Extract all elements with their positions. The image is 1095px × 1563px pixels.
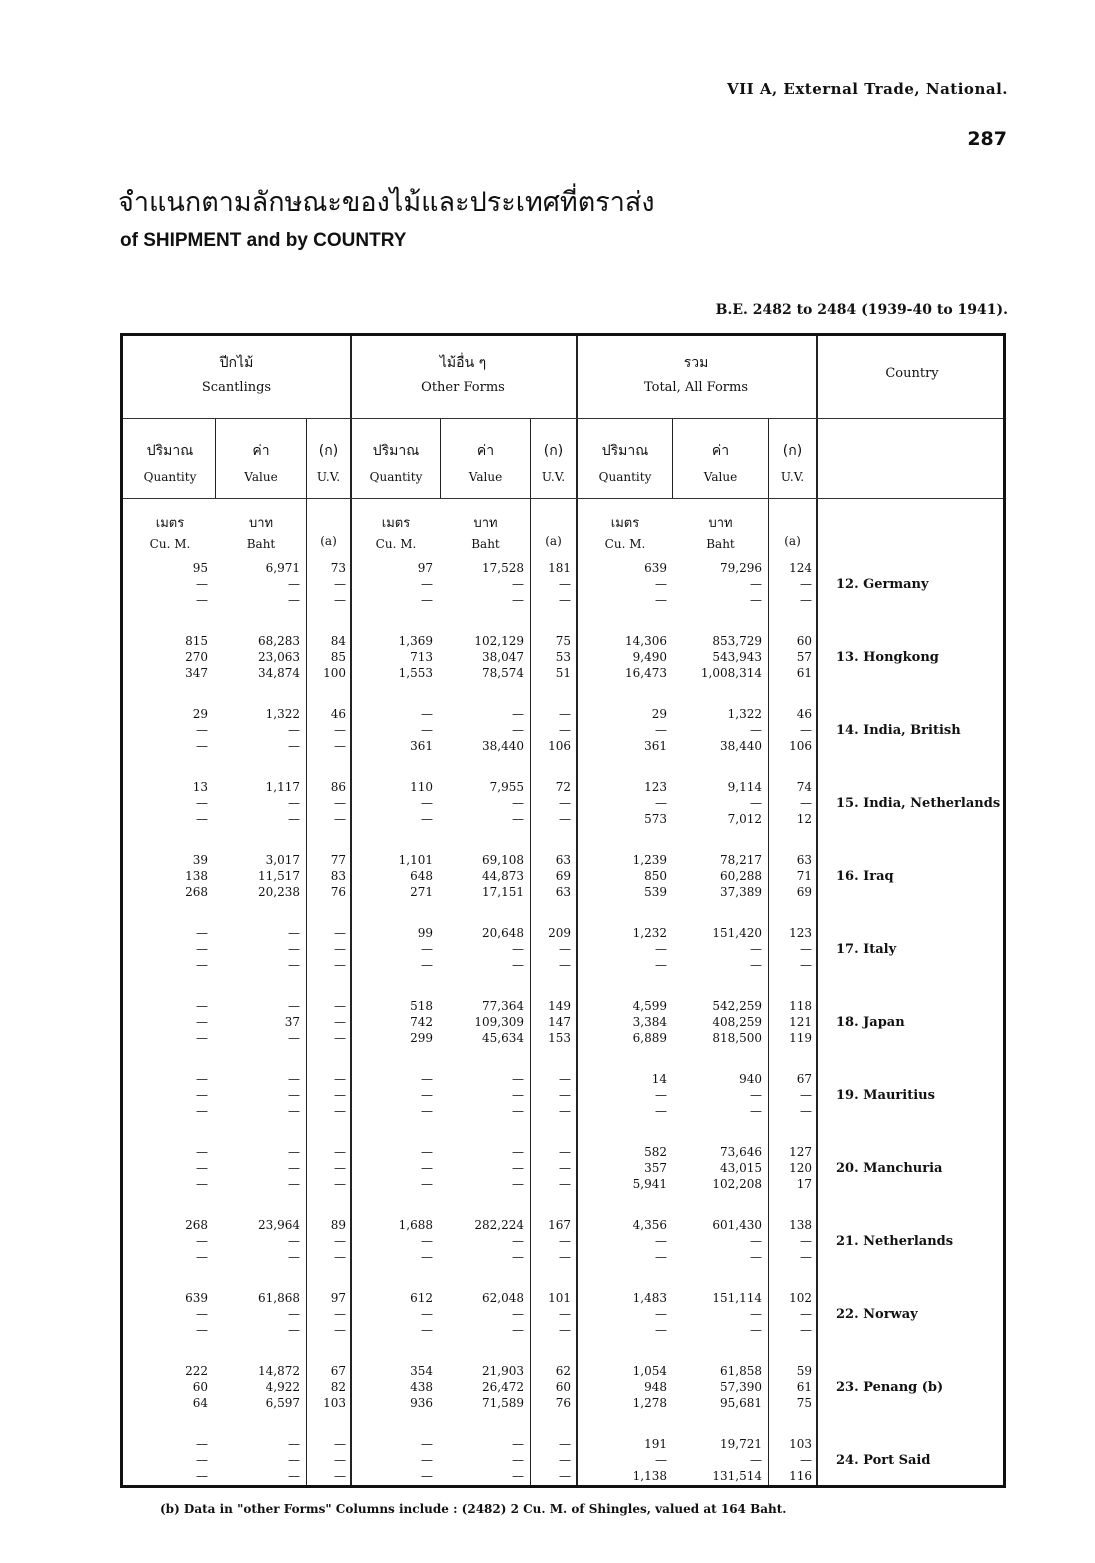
subhead-th: ค่า	[252, 443, 270, 459]
country-label: 18. Japan	[836, 1015, 905, 1030]
table-cell: — — —	[334, 999, 346, 1045]
table-cell: 14,872 4,922 6,597	[258, 1364, 300, 1410]
group-scantlings	[125, 352, 348, 395]
table-cell: 151,114 — —	[712, 1291, 762, 1337]
title-thai: จำแนกตามลักษณะของไม้และประเทศที่ตราส่ง	[118, 187, 655, 218]
rule-header-bottom	[123, 498, 1003, 499]
table-cell: 67 — —	[796, 1072, 812, 1118]
unit-val	[441, 512, 530, 551]
table-cell: 3,017 11,517 20,238	[258, 853, 300, 899]
table-cell: 67 82 103	[323, 1364, 346, 1410]
table-cell: 102,129 38,047 78,574	[474, 634, 524, 680]
table-cell: 518 742 299	[410, 999, 433, 1045]
country-label: 22. Norway	[836, 1307, 918, 1322]
country-label: 19. Mauritius	[836, 1088, 935, 1103]
rule-header-mid	[123, 418, 1003, 419]
table-cell: 62 60 76	[555, 1364, 571, 1410]
subhead-th: (ก)	[543, 443, 564, 459]
table-cell: 99 — —	[417, 926, 433, 972]
group-label-en: Scantlings	[201, 380, 272, 395]
table-cell: 181 — —	[548, 561, 571, 607]
subhead-en: U.V.	[541, 470, 566, 484]
table-cell: 1,688 — —	[398, 1218, 433, 1264]
table-cell: 639 — —	[185, 1291, 208, 1337]
table-cell: — — —	[334, 1072, 346, 1118]
country-label: 14. India, British	[836, 723, 961, 738]
table-cell: 940 — —	[739, 1072, 762, 1118]
country-label: 12. Germany	[836, 577, 929, 592]
table-cell: 89 — —	[330, 1218, 346, 1264]
unit-uv: (a)	[784, 534, 801, 548]
table-cell: — — —	[421, 1145, 433, 1191]
table-cell: 1,239 850 539	[632, 853, 667, 899]
subhead-en: U.V.	[780, 470, 805, 484]
table-cell: 151,420 — —	[712, 926, 762, 972]
country-label: 17. Italy	[836, 942, 897, 957]
table-cell: — — —	[421, 1072, 433, 1118]
table-cell: 1,054 948 1,278	[632, 1364, 667, 1410]
country-header: Country	[885, 366, 939, 381]
unit-val	[673, 512, 768, 551]
subhead-en: Value	[244, 470, 278, 484]
subhead-th: ปริมาณ	[146, 443, 194, 459]
table-cell: — — 38,440	[482, 707, 524, 753]
table-cell: 77 83 76	[330, 853, 346, 899]
subhead-th: ค่า	[476, 443, 495, 459]
table-cell: 853,729 543,943 1,008,314	[700, 634, 762, 680]
unit-en: Cu. M.	[604, 537, 646, 551]
table-cell: 60 57 61	[796, 634, 812, 680]
table-cell: 69,108 44,873 17,151	[482, 853, 524, 899]
table-cell: 7,955 — —	[489, 780, 524, 826]
subhead-th: ค่า	[711, 443, 730, 459]
table-cell: 72 — —	[555, 780, 571, 826]
table-cell: 167 — —	[548, 1218, 571, 1264]
group-label-thai: รวม	[683, 355, 709, 371]
unit-qty	[352, 512, 440, 551]
table-cell: 103 — 116	[789, 1437, 812, 1483]
unit-qty	[578, 512, 672, 551]
table-cell: — — —	[196, 1145, 208, 1191]
table-cell: 149 147 153	[548, 999, 571, 1045]
table-cell: 95 — —	[192, 561, 208, 607]
unit-th: เมตร	[610, 516, 640, 531]
rule-group-3	[816, 336, 818, 1485]
table-cell: 46 — —	[330, 707, 346, 753]
table-cell: — — —	[334, 1145, 346, 1191]
table-cell: — — —	[288, 1072, 300, 1118]
table-cell: 123 — —	[789, 926, 812, 972]
unit-qty	[125, 512, 215, 551]
subhead-th: (ก)	[318, 443, 339, 459]
table-cell: — — —	[512, 1145, 524, 1191]
table-cell: 1,322 — —	[265, 707, 300, 753]
table-cell: 77,364 109,309 45,634	[474, 999, 524, 1045]
rule-group-2	[576, 336, 578, 1485]
table-cell: 102 — —	[789, 1291, 812, 1337]
table-cell: 123 — 573	[644, 780, 667, 826]
table-cell: — — —	[421, 1437, 433, 1483]
table-cell: 29 — —	[192, 707, 208, 753]
table-cell: 1,232 — —	[632, 926, 667, 972]
table-cell: 138 — —	[789, 1218, 812, 1264]
table-cell: 1,369 713 1,553	[398, 634, 433, 680]
unit-th: เมตร	[381, 516, 411, 531]
table-cell: — — 361	[410, 707, 433, 753]
table-cell: 4,356 — —	[632, 1218, 667, 1264]
unit-en: Baht	[471, 537, 500, 551]
table-cell: 63 71 69	[796, 853, 812, 899]
table-cell: 14,306 9,490 16,473	[625, 634, 667, 680]
table-cell: 612 — —	[410, 1291, 433, 1337]
table-cell: 282,224 — —	[474, 1218, 524, 1264]
table-cell: 14 — —	[651, 1072, 667, 1118]
table-cell: 542,259 408,259 818,500	[712, 999, 762, 1045]
table-cell: 23,964 — —	[258, 1218, 300, 1264]
country-label: 13. Hongkong	[836, 650, 939, 665]
table-cell: 9,114 — 7,012	[727, 780, 762, 826]
table-cell: 73 — —	[330, 561, 346, 607]
table-cell: — — —	[288, 926, 300, 972]
table-cell: 101 — —	[548, 1291, 571, 1337]
subhead-en: Quantity	[598, 470, 652, 484]
table-cell: 20,648 — —	[482, 926, 524, 972]
table-cell: 639 — —	[644, 561, 667, 607]
unit-th: เมตร	[155, 516, 185, 531]
subhead-th: ปริมาณ	[372, 443, 420, 459]
table-cell: 17,528 — —	[482, 561, 524, 607]
unit-uv: (a)	[320, 534, 337, 548]
unit-th: บาท	[473, 516, 498, 531]
table-cell: 13 — —	[192, 780, 208, 826]
table-cell: — — —	[196, 1072, 208, 1118]
country-label: 21. Netherlands	[836, 1234, 954, 1249]
unit-val	[216, 512, 306, 551]
table-cell: 61,858 57,390 95,681	[720, 1364, 762, 1410]
table-cell: 74 — 12	[796, 780, 812, 826]
table-cell: — — —	[288, 1145, 300, 1191]
table-cell: 63 69 63	[555, 853, 571, 899]
subhead-uv	[769, 440, 816, 484]
table-cell: 222 60 64	[185, 1364, 208, 1410]
unit-en: Baht	[706, 537, 735, 551]
table-cell: — 37 —	[284, 999, 300, 1045]
subhead-en: Quantity	[143, 470, 197, 484]
table-cell: 86 — —	[330, 780, 346, 826]
table-cell: 1,101 648 271	[398, 853, 433, 899]
subhead-quantity	[578, 440, 672, 484]
subhead-quantity	[352, 440, 440, 484]
country-label: 15. India, Netherlands	[836, 796, 1001, 811]
table-cell: 354 438 936	[410, 1364, 433, 1410]
table-cell: — — —	[559, 1437, 571, 1483]
table-cell: 79,296 — —	[720, 561, 762, 607]
table-cell: 127 120 17	[789, 1145, 812, 1191]
rule-group-1	[350, 336, 352, 1485]
running-head: VII A, External Trade, National.	[726, 80, 1008, 98]
table-cell: 97 — —	[417, 561, 433, 607]
subhead-value	[673, 440, 768, 484]
table-cell: — — —	[559, 1145, 571, 1191]
table-cell: — — —	[334, 1437, 346, 1483]
table-cell: 39 138 268	[185, 853, 208, 899]
table-cell: 4,599 3,384 6,889	[632, 999, 667, 1045]
table-cell: 97 — —	[330, 1291, 346, 1337]
rule-col	[306, 418, 307, 1485]
table-cell: 268 — —	[185, 1218, 208, 1264]
table-cell: — — —	[512, 1072, 524, 1118]
table-cell: 59 61 75	[796, 1364, 812, 1410]
group-other-forms	[352, 352, 574, 395]
table-cell: — — —	[196, 1437, 208, 1483]
footnote: (b) Data in "other Forms" Columns include : (2482) 2 Cu. M. of Shingles, valued at 164 Baht.	[160, 1502, 787, 1516]
table-cell: 29 — 361	[644, 707, 667, 753]
table-cell: 6,971 — —	[265, 561, 300, 607]
subhead-value	[441, 440, 530, 484]
group-total	[578, 352, 814, 395]
subhead-uv	[531, 440, 576, 484]
table-cell: 815 270 347	[185, 634, 208, 680]
country-label: 23. Penang (b)	[836, 1380, 944, 1395]
table-cell: 209 — —	[548, 926, 571, 972]
title-english: of SHIPMENT and by COUNTRY	[120, 230, 407, 251]
period-label: B.E. 2482 to 2484 (1939-40 to 1941).	[715, 302, 1008, 318]
table-cell: 124 — —	[789, 561, 812, 607]
unit-en: Baht	[246, 537, 276, 551]
table-cell: 582 357 5,941	[632, 1145, 667, 1191]
table-cell: 110 — —	[410, 780, 433, 826]
unit-en: Cu. M.	[149, 537, 191, 551]
group-label-thai: ไม้อื่น ๆ	[439, 355, 487, 371]
table-cell: — — —	[196, 926, 208, 972]
unit-en: Cu. M.	[375, 537, 417, 551]
unit-uv: (a)	[545, 534, 562, 548]
table-cell: 1,483 — —	[632, 1291, 667, 1337]
subhead-uv	[307, 440, 350, 484]
table-cell: 1,117 — —	[265, 780, 300, 826]
subhead-th: ปริมาณ	[601, 443, 649, 459]
subhead-th: (ก)	[782, 443, 803, 459]
group-label-en: Total, All Forms	[643, 380, 749, 395]
table-cell: — — 106	[548, 707, 571, 753]
subhead-value	[216, 440, 306, 484]
country-label: 24. Port Said	[836, 1453, 931, 1468]
unit-th: บาท	[708, 516, 733, 531]
subhead-quantity	[125, 440, 215, 484]
table-cell: — — —	[288, 1437, 300, 1483]
subhead-en: Value	[468, 470, 503, 484]
table-cell: 21,903 26,472 71,589	[482, 1364, 524, 1410]
table-cell: — — —	[334, 926, 346, 972]
table-cell: 191 — 1,138	[632, 1437, 667, 1483]
table-cell: 19,721 — 131,514	[712, 1437, 762, 1483]
subhead-en: Quantity	[369, 470, 423, 484]
subhead-en: U.V.	[316, 470, 341, 484]
page-number: 287	[967, 128, 1007, 150]
group-label-thai: ปีกไม้	[219, 355, 254, 371]
group-label-en: Other Forms	[421, 380, 505, 395]
country-label: 16. Iraq	[836, 869, 894, 884]
table-cell: 601,430 — —	[712, 1218, 762, 1264]
table-cell: 61,868 — —	[258, 1291, 300, 1337]
unit-th: บาท	[248, 516, 274, 531]
subhead-en: Value	[703, 470, 738, 484]
country-label: 20. Manchuria	[836, 1161, 943, 1176]
table-cell: 78,217 60,288 37,389	[720, 853, 762, 899]
table-cell: 62,048 — —	[482, 1291, 524, 1337]
table-cell: 118 121 119	[789, 999, 812, 1045]
table-cell: 73,646 43,015 102,208	[712, 1145, 762, 1191]
table-cell: 1,322 — 38,440	[720, 707, 762, 753]
table-cell: 68,283 23,063 34,874	[258, 634, 300, 680]
table-cell: 46 — 106	[789, 707, 812, 753]
table-cell: 84 85 100	[323, 634, 346, 680]
table-cell: — — —	[196, 999, 208, 1045]
table-cell: 75 53 51	[555, 634, 571, 680]
table-cell: — — —	[512, 1437, 524, 1483]
rule-col	[768, 418, 769, 1485]
table-cell: — — —	[559, 1072, 571, 1118]
